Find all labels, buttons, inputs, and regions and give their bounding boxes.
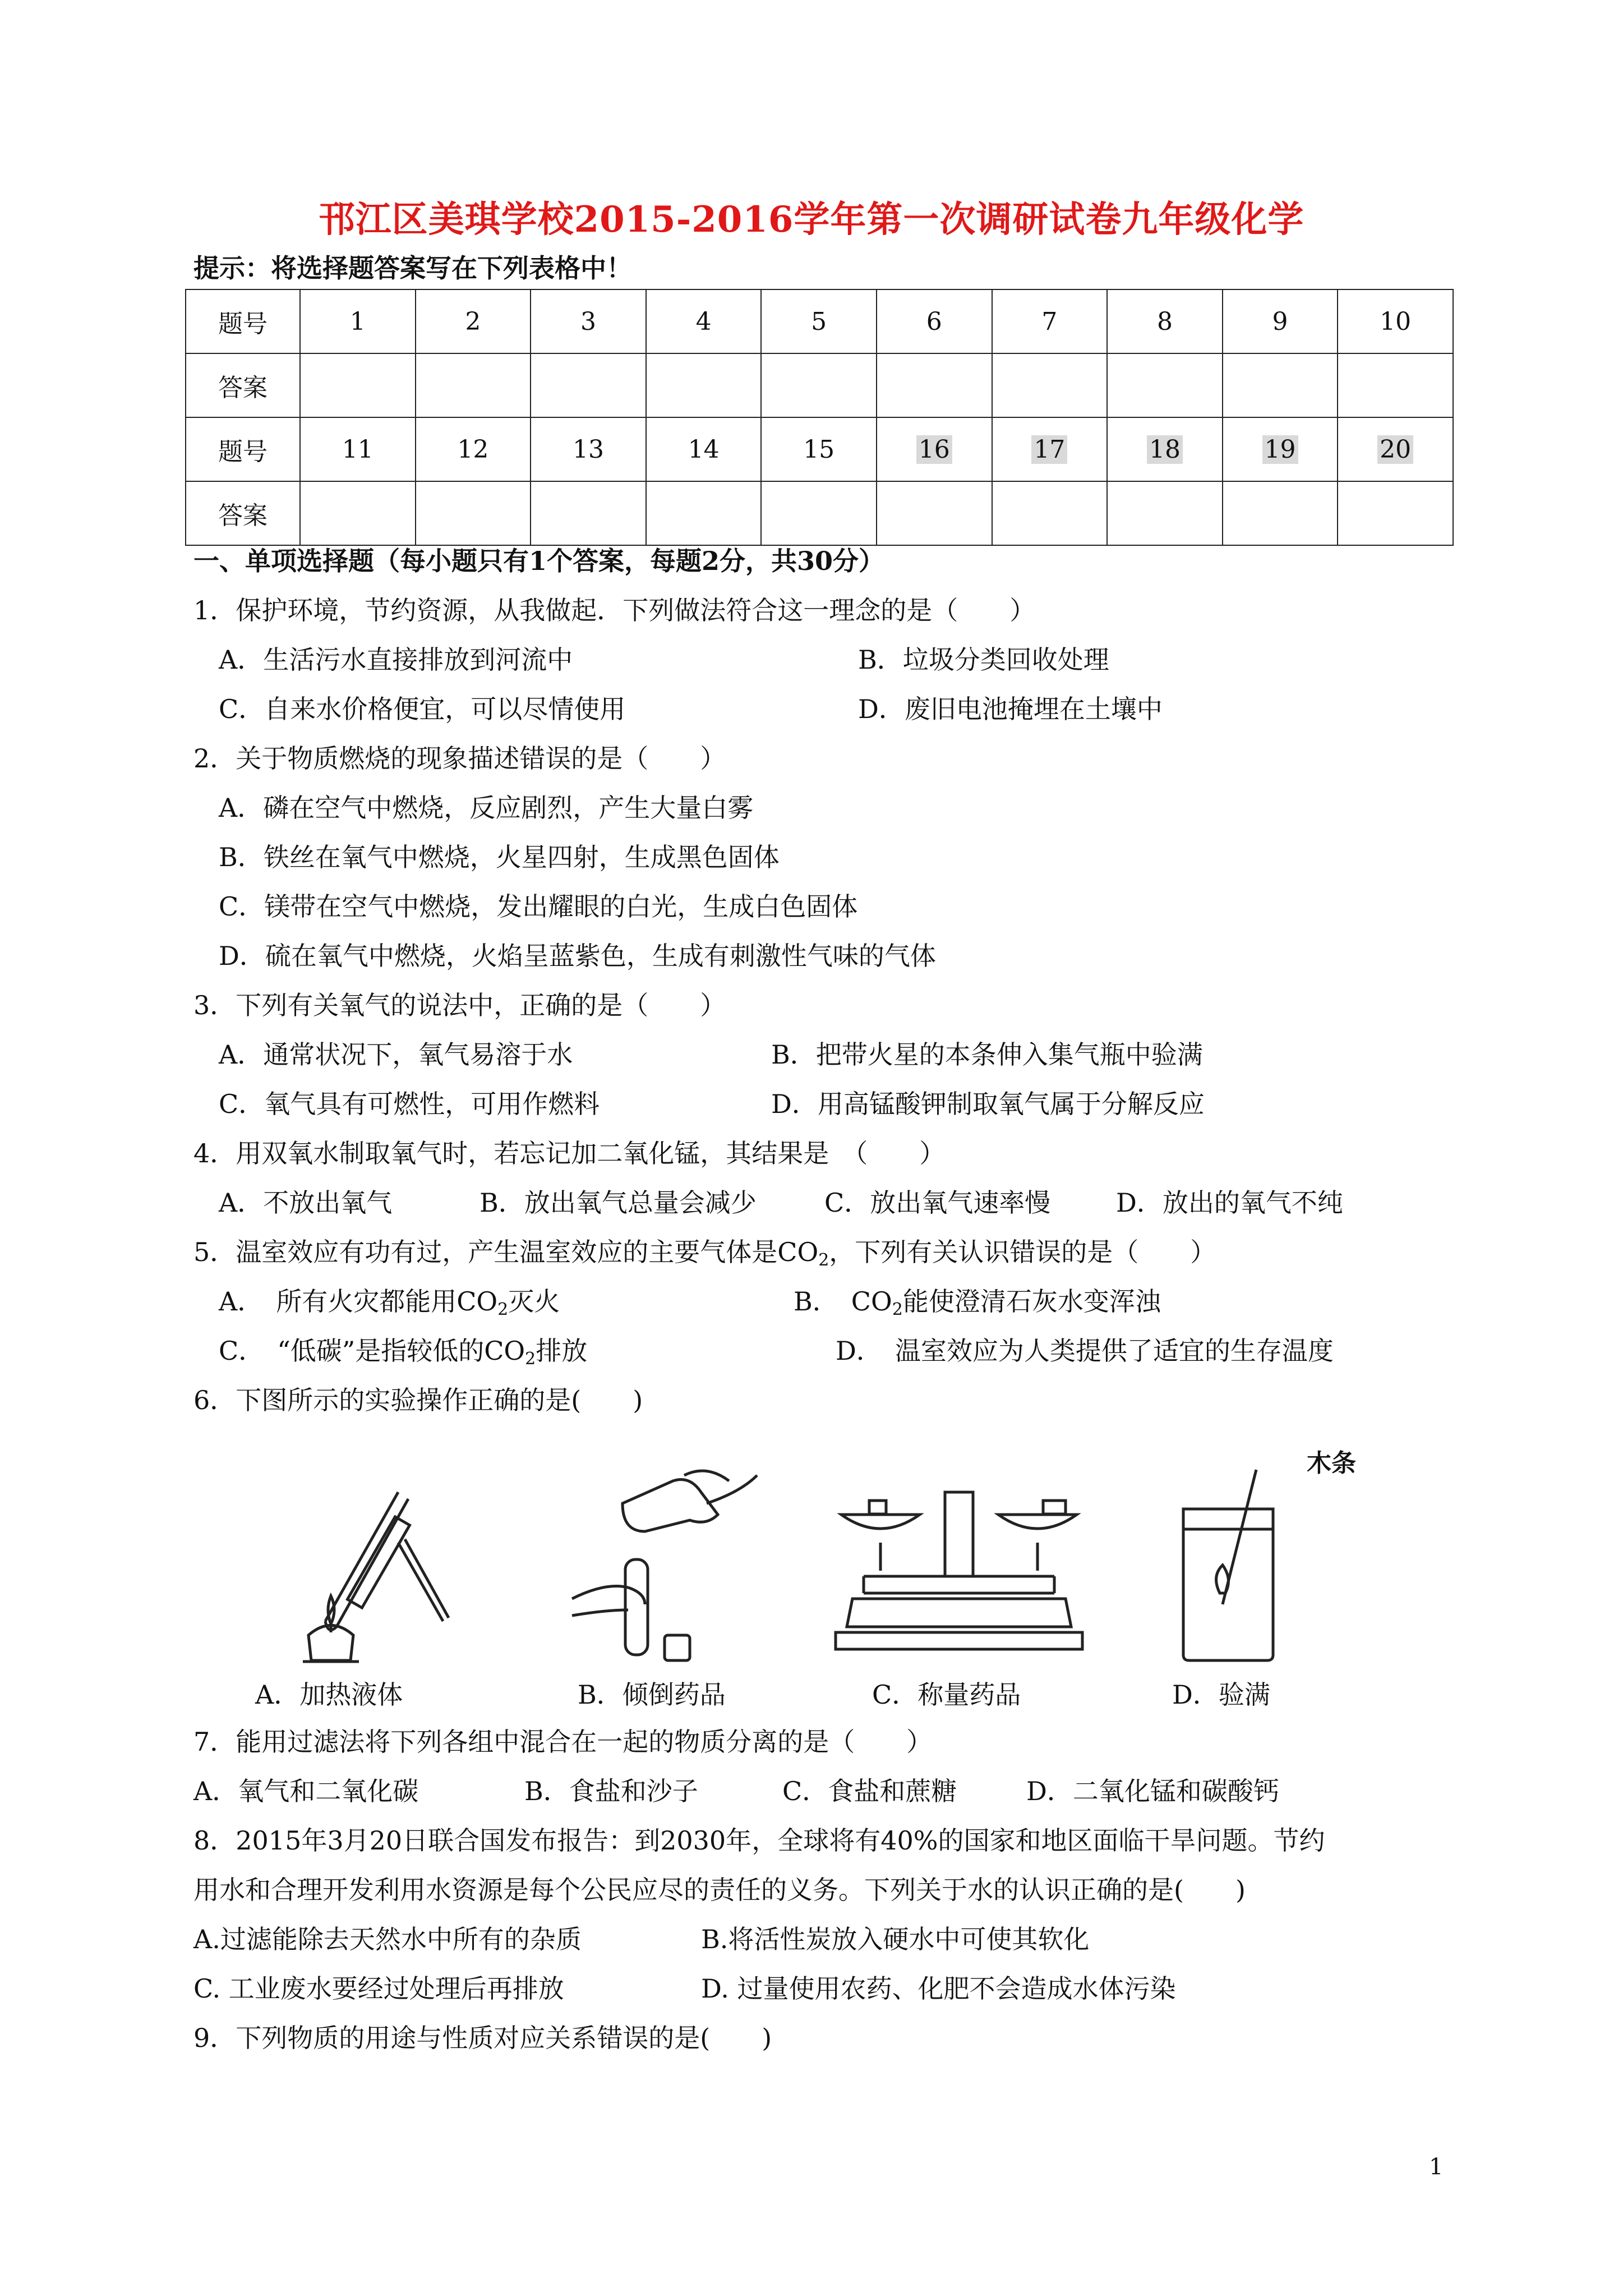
question-stem: 3．下列有关氧气的说法中，正确的是（ ）: [193, 990, 726, 1020]
answer-cell[interactable]: [1338, 353, 1453, 417]
option-b: B.将活性炭放入硬水中可使其软化: [701, 1924, 1090, 1954]
question-number: 10: [1338, 289, 1453, 353]
question-number: 7: [992, 289, 1108, 353]
option-a: A．生活污水直接排放到河流中: [219, 645, 573, 675]
option-b: B．食盐和沙子: [524, 1776, 698, 1806]
option-c: C．食盐和蔗糖: [782, 1776, 957, 1806]
figure-label-c: C．称量药品: [872, 1680, 1021, 1710]
answer-cell[interactable]: [1223, 481, 1338, 545]
answer-cell[interactable]: [1107, 481, 1223, 545]
answer-cell[interactable]: [531, 353, 646, 417]
table-row: [186, 353, 1453, 417]
question-number-text: 17: [1031, 435, 1067, 464]
row-label: 答案: [186, 353, 300, 417]
option-d: D．硫在氧气中燃烧，火焰呈蓝紫色，生成有刺激性气味的气体: [219, 941, 936, 971]
answer-cell[interactable]: [646, 481, 762, 545]
table-row: [186, 289, 1453, 353]
question-number: 12: [416, 417, 531, 481]
option-b: B．放出氧气总量会减少: [479, 1188, 757, 1218]
gas-bottle-figure: [1166, 1458, 1301, 1672]
option-d: D．废旧电池掩埋在土壤中: [858, 694, 1163, 724]
question-number: 8: [1107, 289, 1223, 353]
subscript: 2: [818, 1250, 829, 1270]
section-heading: 一、单项选择题（每小题只有1个答案，每题2分，共30分）: [193, 546, 885, 576]
option-c: C．氧气具有可燃性，可用作燃料: [219, 1089, 600, 1119]
answer-cell[interactable]: [992, 353, 1108, 417]
exam-title: 邗江区美琪学校2015-2016学年第一次调研试卷九年级化学: [319, 199, 1304, 241]
option-d: D．用高锰酸钾制取氧气属于分解反应: [771, 1089, 1205, 1119]
answer-cell[interactable]: [1107, 353, 1223, 417]
question-number: 2: [416, 289, 531, 353]
heating-liquid-figure: [258, 1481, 460, 1672]
question-number-text: 19: [1262, 435, 1298, 464]
answer-cell[interactable]: [992, 481, 1108, 545]
table-row: [186, 481, 1453, 545]
option-a: A.过滤能除去天然水中所有的杂质: [193, 1924, 582, 1954]
question-number-text: 20: [1377, 435, 1413, 464]
option-d: D. 过量使用农药、化肥不会造成水体污染: [701, 1973, 1176, 2004]
answer-cell[interactable]: [300, 481, 416, 545]
figure-label-b: B．倾倒药品: [578, 1680, 726, 1710]
question-stem-continued: 用水和合理开发利用水资源是每个公民应尽的责任的义务。下列关于水的认识正确的是( ): [193, 1875, 1246, 1905]
question-number: [992, 417, 1108, 481]
stem-text: ，下列有关认识错误的是（ ）: [829, 1237, 1216, 1267]
option-a: A．磷在空气中燃烧，反应剧烈，产生大量白雾: [219, 793, 754, 823]
question-stem: 6．下图所示的实验操作正确的是( ): [193, 1385, 643, 1415]
option-a: A．不放出氧气: [219, 1188, 393, 1218]
question-number-text: 18: [1147, 435, 1183, 464]
answer-cell[interactable]: [877, 353, 992, 417]
question-number: [1107, 417, 1223, 481]
question-number: 15: [761, 417, 877, 481]
option-c: C. 工业废水要经过处理后再排放: [193, 1973, 564, 2004]
question-number: 1: [300, 289, 416, 353]
question-number: 3: [531, 289, 646, 353]
balance-figure: [830, 1481, 1088, 1666]
option-d: D．二氧化锰和碳酸钙: [1026, 1776, 1279, 1806]
question-number: [1338, 417, 1453, 481]
answer-cell[interactable]: [1338, 481, 1453, 545]
option-c: C．放出氧气速率慢: [824, 1188, 1051, 1218]
stem-text: 5．温室效应有功有过，产生温室效应的主要气体是CO: [193, 1237, 819, 1267]
question-number-text: 16: [916, 435, 952, 464]
option-text: A． 所有火灾都能用CO: [219, 1286, 498, 1317]
question-number: 14: [646, 417, 762, 481]
figure-label-a: A．加热液体: [255, 1680, 403, 1710]
question-stem: 4．用双氧水制取氧气时，若忘记加二氧化锰，其结果是 （ ）: [193, 1138, 946, 1168]
option-text: 排放: [536, 1336, 588, 1366]
option-c: C．自来水价格便宜，可以尽情使用: [219, 694, 626, 724]
question-number: 9: [1223, 289, 1338, 353]
answer-cell[interactable]: [761, 353, 877, 417]
option-b: B．垃圾分类回收处理: [858, 645, 1109, 675]
option-text: 灭火: [508, 1286, 560, 1317]
answer-cell[interactable]: [531, 481, 646, 545]
option-b: [794, 1285, 1161, 1327]
option-text: B． CO: [794, 1286, 892, 1317]
question-number: 6: [877, 289, 992, 353]
option-text: C． “低碳”是指较低的CO: [219, 1336, 525, 1366]
question-stem: 7．能用过滤法将下列各组中混合在一起的物质分离的是（ ）: [193, 1727, 933, 1757]
answer-hint: 提示：将选择题答案写在下列表格中！: [193, 253, 632, 283]
question-number: 11: [300, 417, 416, 481]
question-stem: [193, 1235, 1216, 1277]
option-d: D． 温室效应为人类提供了适宜的生存温度: [836, 1336, 1334, 1366]
question-number: 5: [761, 289, 877, 353]
question-stem: 8．2015年3月20日联合国发布报告：到2030年，全球将有40%的国家和地区面临干旱问题。节约: [193, 1825, 1325, 1856]
option-a: A．通常状况下，氧气易溶于水: [219, 1039, 573, 1070]
option-a: A．氧气和二氧化碳: [193, 1776, 419, 1806]
stick-label: 木条: [1307, 1449, 1356, 1478]
subscript: 2: [892, 1300, 903, 1319]
answer-cell[interactable]: [416, 353, 531, 417]
option-b: B．铁丝在氧气中燃烧，火星四射，生成黑色固体: [219, 842, 780, 872]
answer-cell[interactable]: [761, 481, 877, 545]
question-number: [877, 417, 992, 481]
subscript: 2: [525, 1349, 536, 1369]
answer-table: [185, 289, 1454, 546]
subscript: 2: [497, 1300, 509, 1319]
question-stem: 2．关于物质燃烧的现象描述错误的是（ ）: [193, 743, 726, 774]
question-number: 13: [531, 417, 646, 481]
option-a: [219, 1285, 560, 1327]
option-c: C．镁带在空气中燃烧，发出耀眼的白光，生成白色固体: [219, 891, 858, 922]
table-row: [186, 417, 1453, 481]
option-b: B．把带火星的本条伸入集气瓶中验满: [771, 1039, 1203, 1070]
figure-label-d: D．验满: [1172, 1680, 1270, 1710]
row-label: 答案: [186, 481, 300, 545]
question-number: [1223, 417, 1338, 481]
row-label: 题号: [186, 289, 300, 353]
option-c: [219, 1334, 587, 1376]
answer-cell[interactable]: [646, 353, 762, 417]
option-text: 能使澄清石灰水变浑浊: [902, 1286, 1161, 1317]
page-number: 1: [1429, 2154, 1444, 2180]
pouring-figure: [561, 1458, 774, 1672]
answer-cell[interactable]: [300, 353, 416, 417]
answer-cell[interactable]: [877, 481, 992, 545]
answer-cell[interactable]: [1223, 353, 1338, 417]
option-d: D．放出的氧气不纯: [1116, 1188, 1343, 1218]
row-label: 题号: [186, 417, 300, 481]
question-stem: 9．下列物质的用途与性质对应关系错误的是( ): [193, 2023, 772, 2053]
question-stem: 1．保护环境，节约资源，从我做起．下列做法符合这一理念的是（ ）: [193, 595, 1036, 625]
answer-cell[interactable]: [416, 481, 531, 545]
question-number: 4: [646, 289, 762, 353]
